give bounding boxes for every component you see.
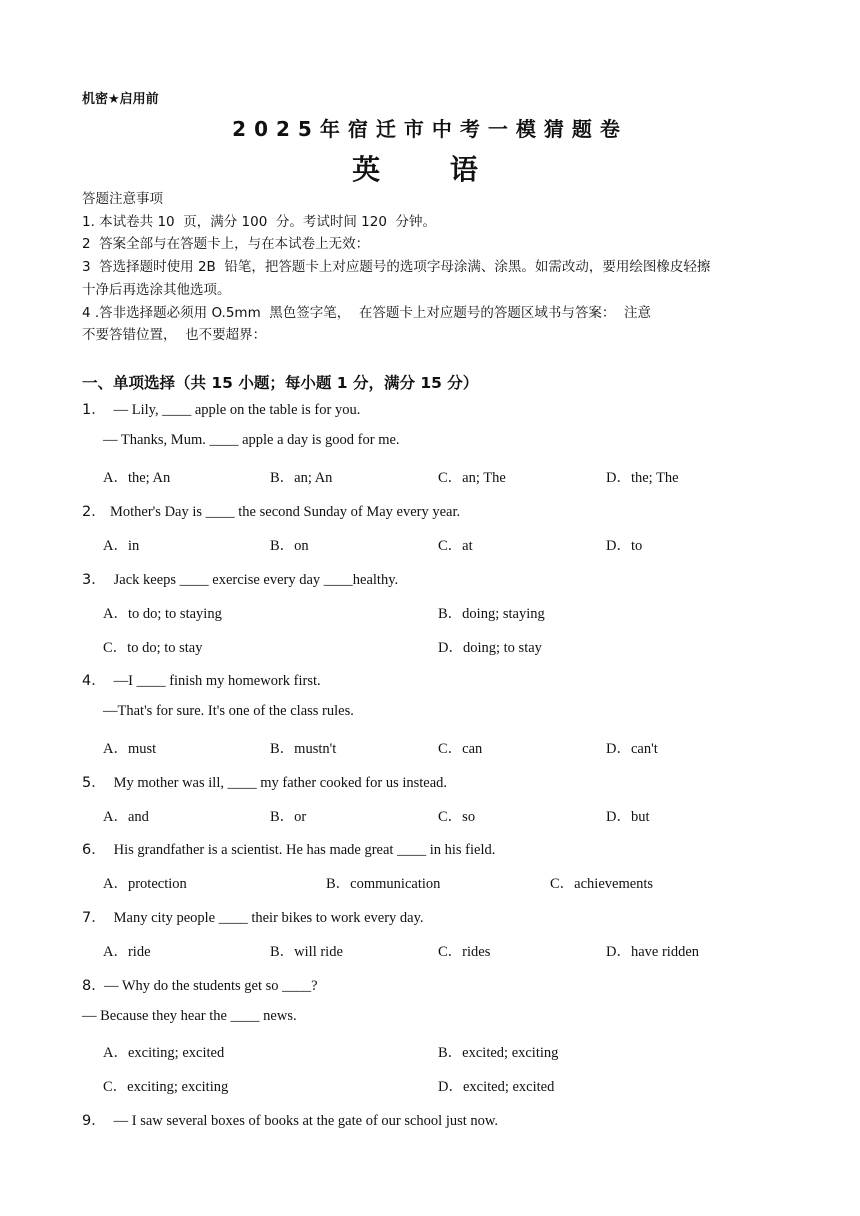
option-c: C．at [438, 538, 473, 554]
instruction-line: 不要答错位置， 也不要超界： [82, 327, 267, 344]
instruction-line: 4 .答非选择题必须用 O.5mm 黑色签字笔， 在答题卡上对应题号的答题区域书与答案： 注意 [82, 304, 651, 321]
question-stem: —I ____ finish my homework first. [110, 673, 321, 689]
question-1 [82, 398, 360, 419]
option-c: C．rides [438, 944, 491, 960]
question-number: 1． [82, 402, 106, 418]
option-b: B．on [270, 538, 309, 554]
exam-instructions [82, 188, 782, 347]
question-stem-line-2: —That's for sure. It's one of the class rules. [103, 703, 354, 719]
option-d: D．can't [606, 741, 658, 757]
option-b: B．will ride [270, 944, 343, 960]
question-stem-line-2: — Thanks, Mum. ____ apple a day is good for me. [103, 432, 400, 448]
question-stem-line-2: — Because they hear the ____ news. [82, 1008, 297, 1024]
question-2 [82, 500, 460, 521]
instruction-line: 十净后再选涂其他选项。 [82, 281, 231, 298]
question-9 [82, 1109, 498, 1130]
question-number: 6． [82, 842, 106, 858]
option-d: D．doing; to stay [438, 640, 542, 656]
instruction-line: 2 答案全部与在答题卡上，与在本试卷上无效： [82, 236, 370, 253]
option-b: B．communication [326, 876, 441, 892]
option-c: C．achievements [550, 876, 654, 892]
option-c: C．an; The [438, 470, 506, 486]
option-b: B．or [270, 809, 307, 825]
option-d: D．but [606, 809, 650, 825]
question-number: 2． [82, 504, 106, 520]
instruction-line: 3 答选择题时使用 2B 铅笔，把答题卡上对应题号的选项字母涂满、涂黑。如需改动，要用绘图橡皮轻擦 [82, 259, 711, 276]
question-number: 4． [82, 673, 106, 689]
option-d: D．excited; excited [438, 1079, 555, 1095]
instructions-heading: 答题注意事项 [82, 191, 163, 207]
question-stem: — Lily, ____ apple on the table is for you. [110, 402, 361, 418]
section-title: 一、单项选择（共 15 小题；每小题 1 分，满分 15 分） [82, 374, 479, 392]
question-number: 7． [82, 910, 106, 926]
option-c: C．so [438, 809, 476, 825]
question-4 [82, 669, 321, 690]
option-b: B．an; An [270, 470, 333, 486]
option-b: B．mustn't [270, 741, 337, 757]
instruction-line: 1. 本试卷共 10 页，满分 100 分。考试时间 120 分钟。 [82, 213, 437, 230]
option-b: B．doing; staying [438, 606, 545, 622]
question-number: 8． [82, 978, 106, 994]
option-c: C．to do; to stay [103, 640, 203, 656]
question-stem: — I saw several boxes of books at the gate of our school just now. [110, 1113, 499, 1129]
question-stem: Jack keeps ____ exercise every day ____healthy. [110, 572, 399, 588]
option-a: A．to do; to staying [103, 606, 222, 622]
question-number: 9． [82, 1113, 106, 1129]
exam-title: 2025年宿迁市中考一模猜题卷 [232, 117, 628, 141]
question-number: 5． [82, 775, 106, 791]
option-c: C．can [438, 741, 483, 757]
question-number: 3． [82, 572, 106, 588]
question-stem: Many city people ____ their bikes to work every day. [110, 910, 424, 926]
option-d: D．the; The [606, 470, 679, 486]
question-8 [82, 974, 318, 995]
option-a: A．in [103, 538, 140, 554]
question-stem: Mother's Day is ____ the second Sunday of May every year. [110, 504, 461, 520]
option-a: A．protection [103, 876, 187, 892]
question-stem: My mother was ill, ____ my father cooked for us instead. [110, 775, 448, 791]
option-d: D．to [606, 538, 643, 554]
question-5 [82, 771, 447, 792]
option-a: A．ride [103, 944, 151, 960]
option-d: D．have ridden [606, 944, 700, 960]
question-stem: His grandfather is a scientist. He has made great ____ in his field. [110, 842, 496, 858]
confidential-mark: 机密★启用前 [82, 92, 159, 107]
subject-title: 英 语 [352, 153, 508, 186]
option-a: A．and [103, 809, 149, 825]
question-7 [82, 906, 424, 927]
option-a: A．the; An [103, 470, 171, 486]
option-a: A．exciting; excited [103, 1045, 225, 1061]
question-3 [82, 568, 398, 589]
question-stem: — Why do the students get so ____? [104, 978, 318, 994]
option-a: A．must [103, 741, 157, 757]
option-c: C．exciting; exciting [103, 1079, 229, 1095]
question-6 [82, 838, 495, 859]
option-b: B．excited; exciting [438, 1045, 559, 1061]
